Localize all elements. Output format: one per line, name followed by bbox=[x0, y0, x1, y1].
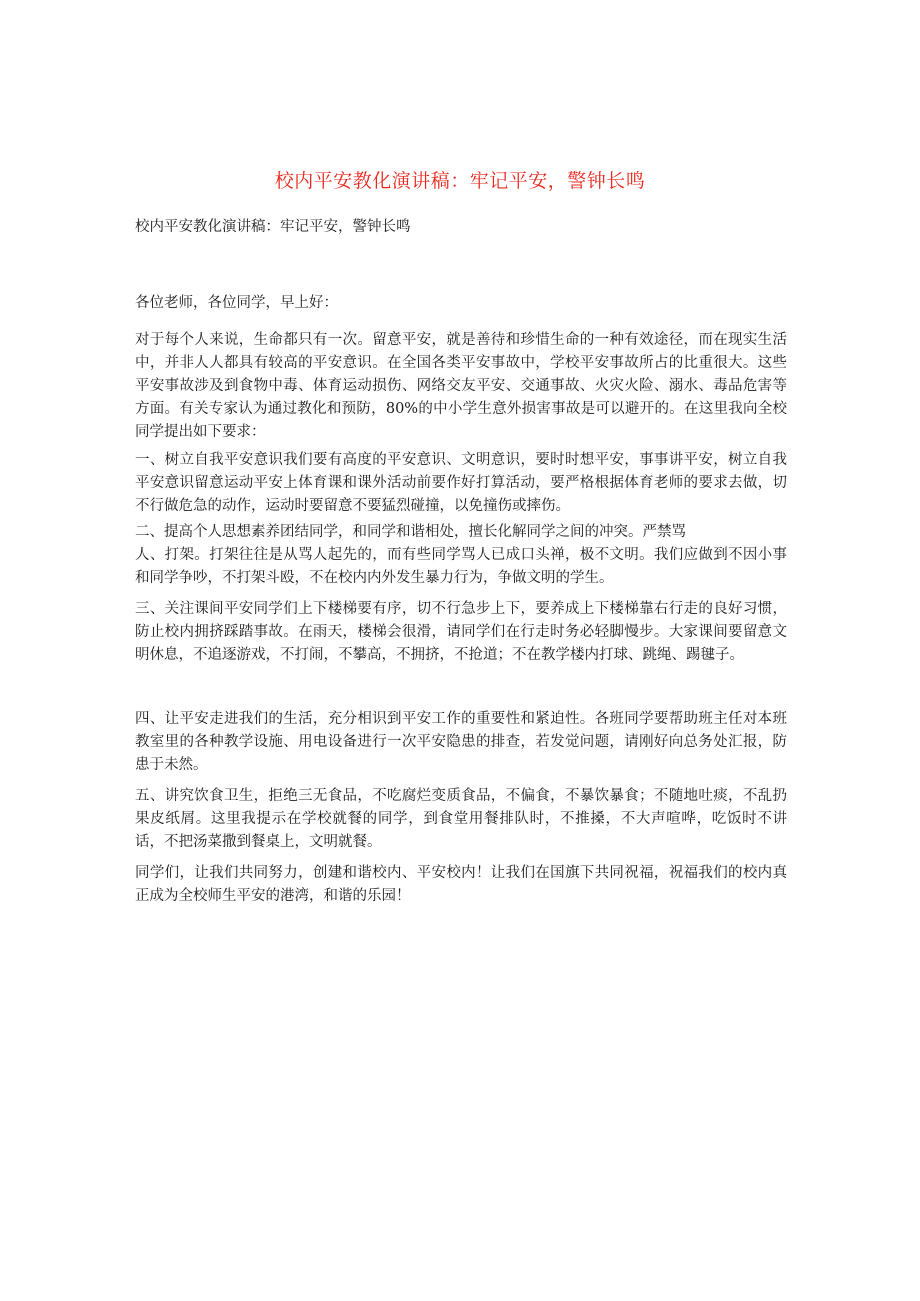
intro-paragraph: 对于每个人来说，生命都只有一次。留意平安，就是善待和珍惜生命的一种有效途径，而在现实生活中，并非人人都具有较高的平安意识。在全国各类平安事故中，学校平安事故所占的比重很大。这些平安事故涉及到食物中毒、体育运动损伤、网络交友平安、交通事故、火灾火险、溺水、毒品危害等方面。有关专家认为通过教化和预防，80%的中小学生意外损害事故是可以避开的。在这里我向全校同学提出如下要求： bbox=[135, 332, 787, 440]
requirement-item-2-rest: 人、打架。打架往往是从骂人起先的，而有些同学骂人已成口头禅，极不文明。我们应做到不因小事和同学争吵，不打架斗殴，不在校内内外发生暴力行为，争做文明的学生。 bbox=[135, 547, 787, 586]
requirement-item-2 bbox=[135, 521, 787, 590]
requirement-item-3: 三、关注课间平安同学们上下楼梯要有序，切不行急步上下，要养成上下楼梯靠右行走的良好习惯，防止校内拥挤踩踏事故。在雨天，楼梯会很滑，请同学们在行走时务必轻脚慢步。大家课间要留意文明休息，不追逐游戏，不打闹，不攀高，不拥挤，不抢道；不在教学楼内打球、跳绳、踢毽子。 bbox=[135, 601, 787, 663]
greeting-paragraph: 各位老师，各位同学，早上好： bbox=[135, 295, 338, 311]
requirement-item-2-first-line: 二、提高个人思想素养团结同学，和同学和谐相处，擅长化解同学之间的冲突。严禁骂 bbox=[135, 524, 686, 540]
requirement-item-1: 一、树立自我平安意识我们要有高度的平安意识、文明意识，要时时想平安，事事讲平安，树立自我平安意识留意运动平安上体育课和课外活动前要作好打算活动，要严格根据体育老师的要求去做，切不行做危急的动作，运动时要留意不要猛烈碰撞，以免撞伤或摔伤。 bbox=[135, 452, 787, 514]
closing-paragraph: 同学们，让我们共同努力，创建和谐校内、平安校内！让我们在国旗下共同祝福，祝福我们的校内真正成为全校师生平安的港湾，和谐的乐园！ bbox=[135, 865, 787, 904]
document-title: 校内平安教化演讲稿：牢记平安，警钟长鸣 bbox=[274, 170, 646, 192]
document-subtitle: 校内平安教化演讲稿：牢记平安，警钟长鸣 bbox=[135, 219, 411, 235]
requirement-item-5: 五、讲究饮食卫生，拒绝三无食品，不吃腐烂变质食品，不偏食，不暴饮暴食；不随地吐痰，不乱扔果皮纸屑。这里我提示在学校就餐的同学，到食堂用餐排队时，不推搡，不大声喧哗，吃饭时不讲话，不把汤菜撒到餐桌上，文明就餐。 bbox=[135, 788, 787, 850]
requirement-item-4: 四、让平安走进我们的生活，充分相识到平安工作的重要性和紧迫性。各班同学要帮助班主任对本班教室里的各种教学设施、用电设备进行一次平安隐患的排查，若发觉问题，请刚好向总务处汇报，防患于未然。 bbox=[135, 711, 787, 773]
